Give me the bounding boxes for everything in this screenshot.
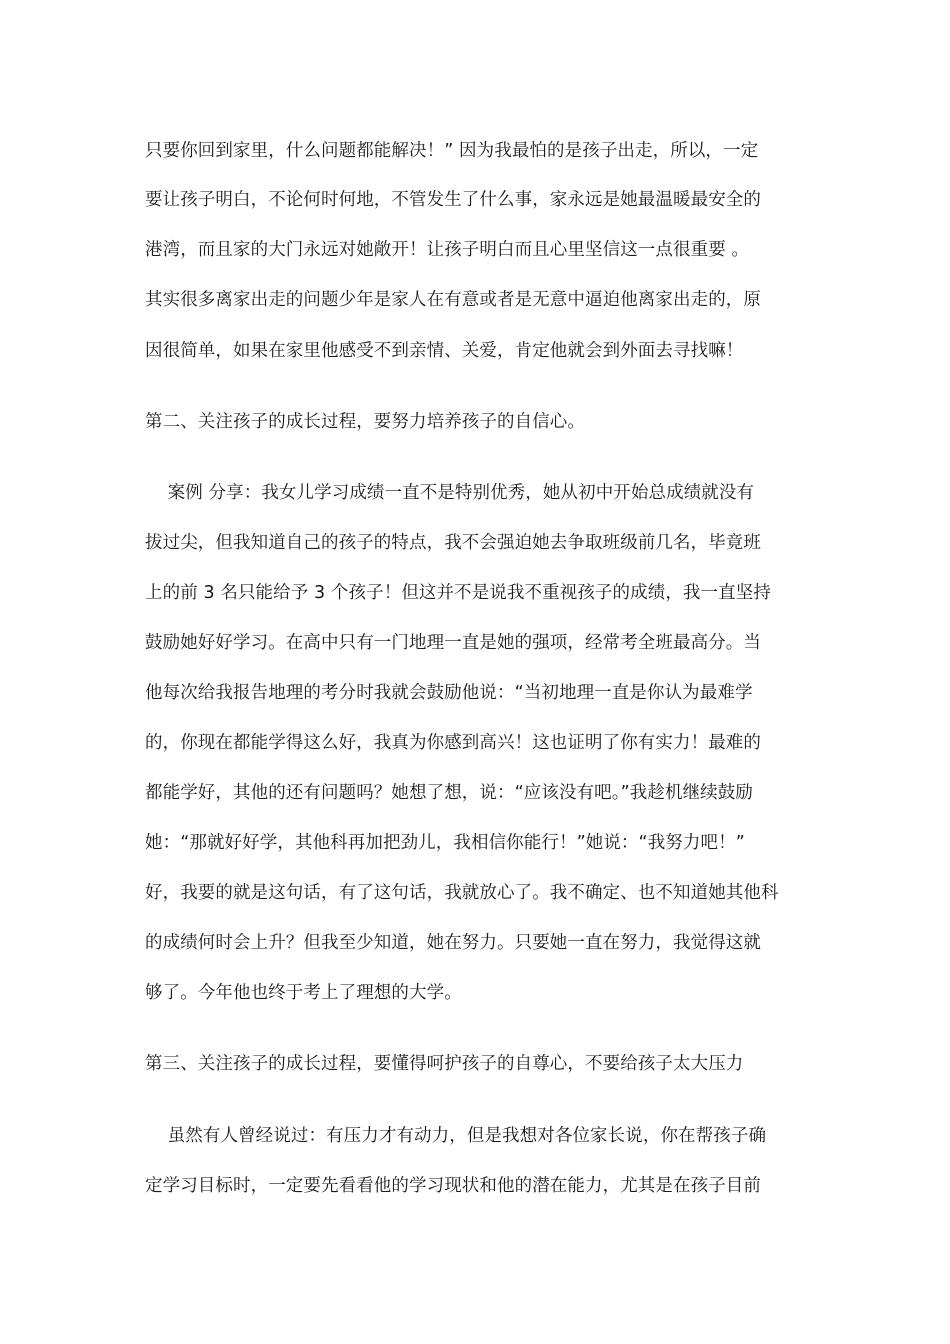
paragraph-line: 因很简单，如果在家里他感受不到亲情、关爱，肯定他就会到外面去寻找嘛！ (145, 341, 744, 361)
paragraph-line: 都能学好，其他的还有问题吗？她想了想，说：“应该没有吧。”我趁机继续鼓励 (145, 783, 753, 803)
paragraph-line: 的成绩何时会上升？但我至少知道，她在努力。只要她一直在努力，我觉得这就 (145, 933, 761, 953)
paragraph-line: 要让孩子明白，不论何时何地，不管发生了什么事，家永远是她最温暖最安全的 (145, 190, 761, 210)
paragraph-line: 她：“那就好好学，其他科再加把劲儿，我相信你能行！”她说：“我努力吧！” (145, 833, 745, 853)
paragraph-line: 的，你现在都能学得这么好，我真为你感到高兴！这也证明了你有实力！最难的 (145, 733, 761, 753)
paragraph-line: 案例 分享：我女儿学习成绩一直不是特别优秀，她从初中开始总成绩就没有 (145, 483, 755, 503)
paragraph-line: 他每次给我报告地理的考分时我就会鼓励他说：“当初地理一直是你认为最难学 (145, 683, 753, 703)
section-heading-2: 第二、关注孩子的成长过程，要努力培养孩子的自信心。 (145, 412, 585, 432)
section-heading-3: 第三、关注孩子的成长过程，要懂得呵护孩子的自尊心，不要给孩子太大压力 (145, 1054, 744, 1074)
paragraph-line: 够了。今年他也终于考上了理想的大学。 (145, 983, 462, 1003)
paragraph-line: 定学习目标时，一定要先看看他的学习现状和他的潜在能力，尤其是在孩子目前 (145, 1176, 761, 1196)
paragraph-line: 好，我要的就是这句话，有了这句话，我就放心了。我不确定、也不知道她其他科 (145, 883, 779, 903)
paragraph-line: 只要你回到家里，什么问题都能解决！” 因为我最怕的是孩子出走，所以，一定 (145, 141, 759, 161)
paragraph-line: 拔过尖，但我知道自己的孩子的特点，我不会强迫她去争取班级前几名，毕竟班 (145, 533, 761, 553)
paragraph-line: 虽然有人曾经说过：有压力才有动力，但是我想对各位家长说，你在帮孩子确 (145, 1126, 767, 1146)
paragraph-line: 港湾，而且家的大门永远对她敞开！让孩子明白而且心里坚信这一点很重要 。 (145, 240, 750, 260)
paragraph-line: 鼓励她好好学习。在高中只有一门地理一直是她的强项，经常考全班最高分。当 (145, 633, 761, 653)
paragraph-line: 其实很多离家出走的问题少年是家人在有意或者是无意中逼迫他离家出走的，原 (145, 290, 761, 310)
paragraph-line: 上的前 3 名只能给予 3 个孩子！但这并不是说我不重视孩子的成绩，我一直坚持 (145, 583, 771, 603)
